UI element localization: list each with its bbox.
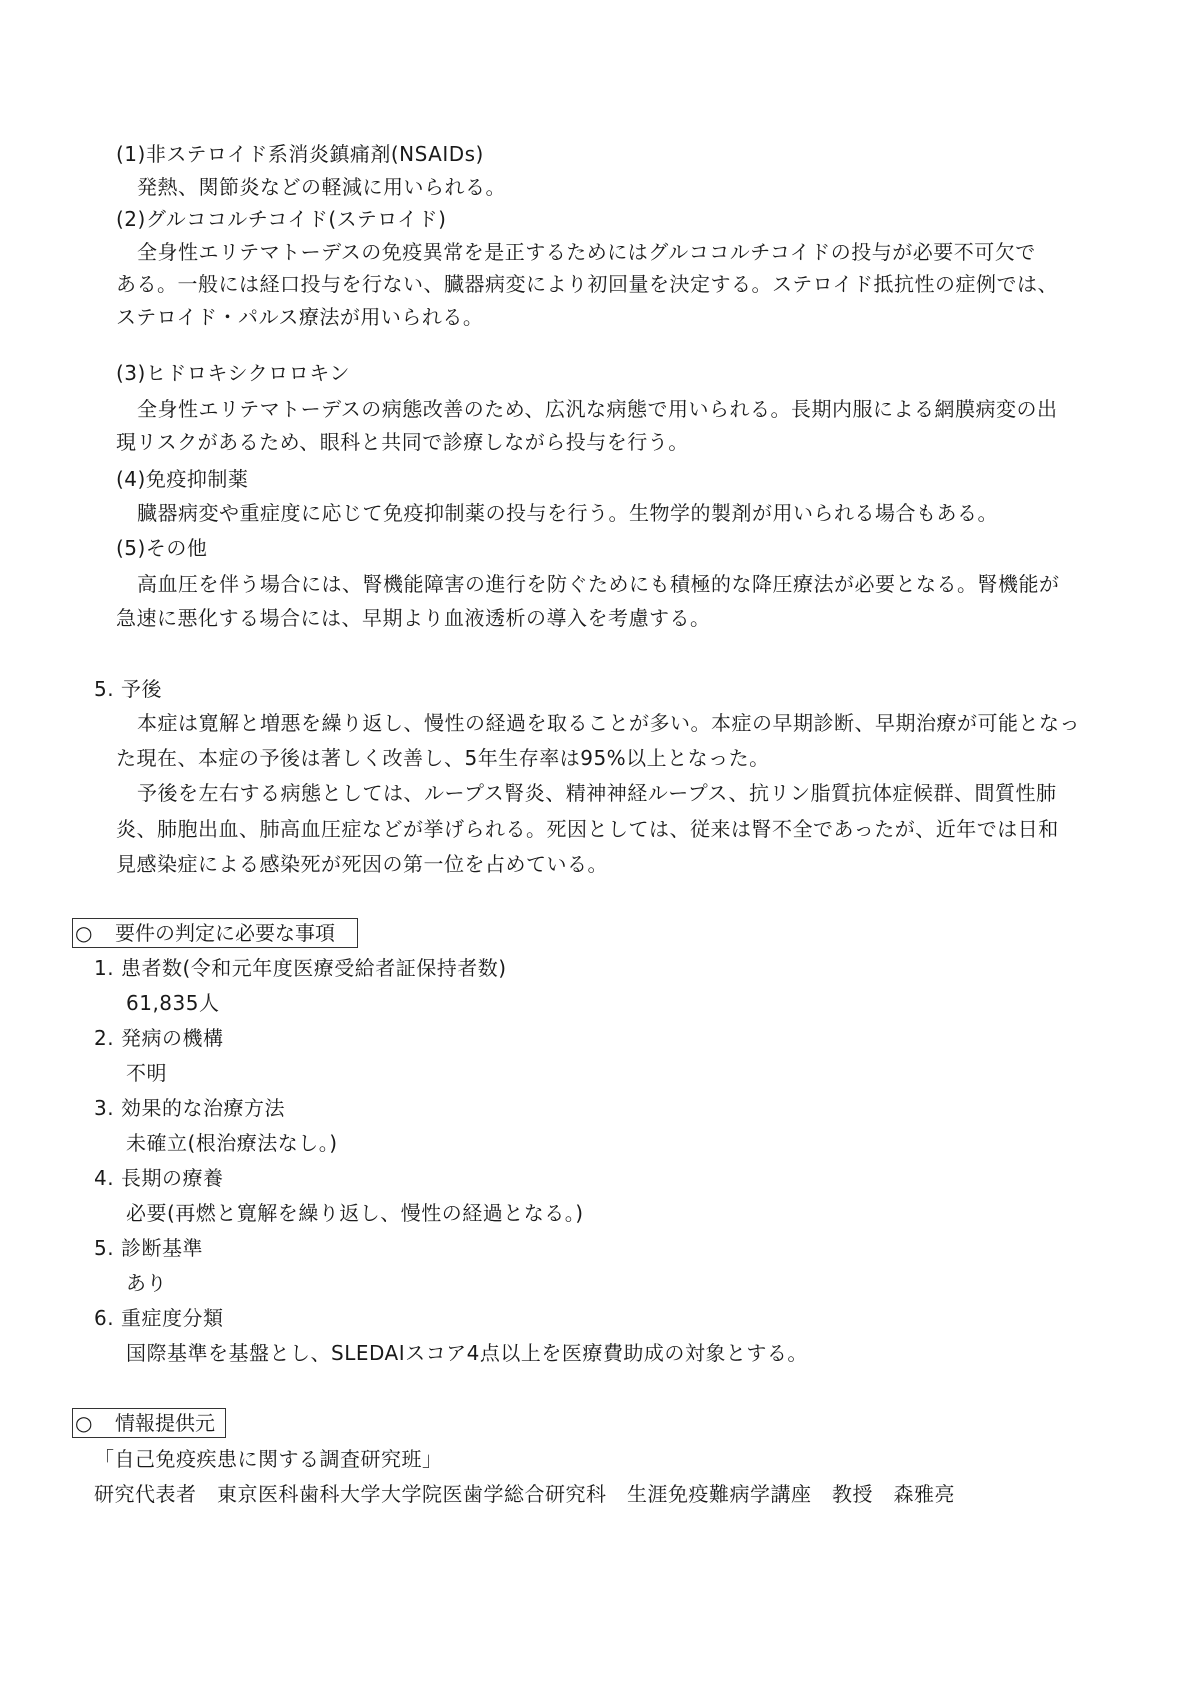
requirements-title: 要件の判定に必要な事項 — [115, 921, 335, 945]
requirement-label: 3. 効果的な治療方法 — [94, 1096, 285, 1120]
prognosis-text-line: 本症は寛解と増悪を繰り返し、慢性の経過を取ることが多い。本症の早期診断、早期治療が可能となっ — [137, 711, 1080, 735]
requirement-value: 不明 — [126, 1061, 167, 1085]
immunosuppressant-text: 臓器病変や重症度に応じて免疫抑制薬の投与を行う。生物学的製剤が用いられる場合もある。 — [137, 501, 998, 525]
requirement-label: 2. 発病の機構 — [94, 1026, 224, 1050]
requirement-label: 5. 診断基準 — [94, 1236, 203, 1260]
prognosis-text-line: 炎、肺胞出血、肺高血圧症などが挙げられる。死因としては、従来は腎不全であったが、近年では日和 — [116, 817, 1059, 841]
source-section-title — [72, 1408, 226, 1438]
nsaids-text: 発熱、関節炎などの軽減に用いられる。 — [137, 175, 506, 199]
requirement-value: あり — [126, 1271, 167, 1295]
glucocorticoid-text-line: ある。一般には経口投与を行ない、臓器病変により初回量を決定する。ステロイド抵抗性の症例では、 — [116, 272, 1058, 296]
glucocorticoid-text-line: ステロイド・パルス療法が用いられる。 — [116, 305, 484, 329]
hydroxychloroquine-text-line: 現リスクがあるため、眼科と共同で診療しながら投与を行う。 — [116, 430, 689, 454]
requirements-section-title — [72, 918, 358, 948]
requirement-value: 61,835人 — [126, 991, 220, 1015]
requirement-value: 国際基準を基盤とし、SLEDAIスコア4点以上を医療費助成の対象とする。 — [126, 1341, 808, 1365]
other-text-line: 高血圧を伴う場合には、腎機能障害の進行を防ぐためにも積極的な降圧療法が必要となる。腎機能が — [137, 572, 1060, 596]
nsaids-heading: (1)非ステロイド系消炎鎮痛剤(NSAIDs) — [116, 142, 484, 166]
prognosis-text-line: た現在、本症の予後は著しく改善し、5年生存率は95%以上となった。 — [116, 746, 770, 770]
hydroxychloroquine-text-line: 全身性エリテマトーデスの病態改善のため、広汎な病態で用いられる。長期内服による網膜病変の出 — [137, 397, 1058, 421]
circle-mark: ○ — [75, 921, 93, 945]
prognosis-heading: 5. 予後 — [94, 677, 162, 701]
requirement-value: 未確立(根治療法なし。) — [126, 1131, 338, 1155]
source-title: 情報提供元 — [115, 1411, 215, 1435]
prognosis-text-line: 見感染症による感染死が死因の第一位を占めている。 — [116, 852, 608, 876]
research-representative: 研究代表者 東京医科歯科大学大学院医歯学総合研究科 生涯免疫難病学講座 教授 森雅亮 — [94, 1482, 955, 1506]
prognosis-text-line: 予後を左右する病態としては、ループス腎炎、精神神経ループス、抗リン脂質抗体症候群、間質性肺 — [137, 781, 1057, 805]
other-heading: (5)その他 — [116, 536, 208, 560]
circle-mark: ○ — [75, 1411, 93, 1435]
hydroxychloroquine-heading: (3)ヒドロキシクロロキン — [116, 361, 351, 385]
requirement-label: 6. 重症度分類 — [94, 1306, 224, 1330]
requirement-value: 必要(再燃と寛解を繰り返し、慢性の経過となる。) — [126, 1201, 584, 1225]
requirement-label: 4. 長期の療養 — [94, 1166, 224, 1190]
requirement-label: 1. 患者数(令和元年度医療受給者証保持者数) — [94, 956, 507, 980]
immunosuppressant-heading: (4)免疫抑制薬 — [116, 467, 249, 491]
research-group-name: 「自己免疫疾患に関する調査研究班」 — [94, 1447, 443, 1471]
glucocorticoid-text-line: 全身性エリテマトーデスの免疫異常を是正するためにはグルココルチコイドの投与が必要不可欠で — [137, 240, 1036, 264]
glucocorticoid-heading: (2)グルココルチコイド(ステロイド) — [116, 207, 447, 231]
other-text-line: 急速に悪化する場合には、早期より血液透析の導入を考慮する。 — [116, 606, 711, 630]
